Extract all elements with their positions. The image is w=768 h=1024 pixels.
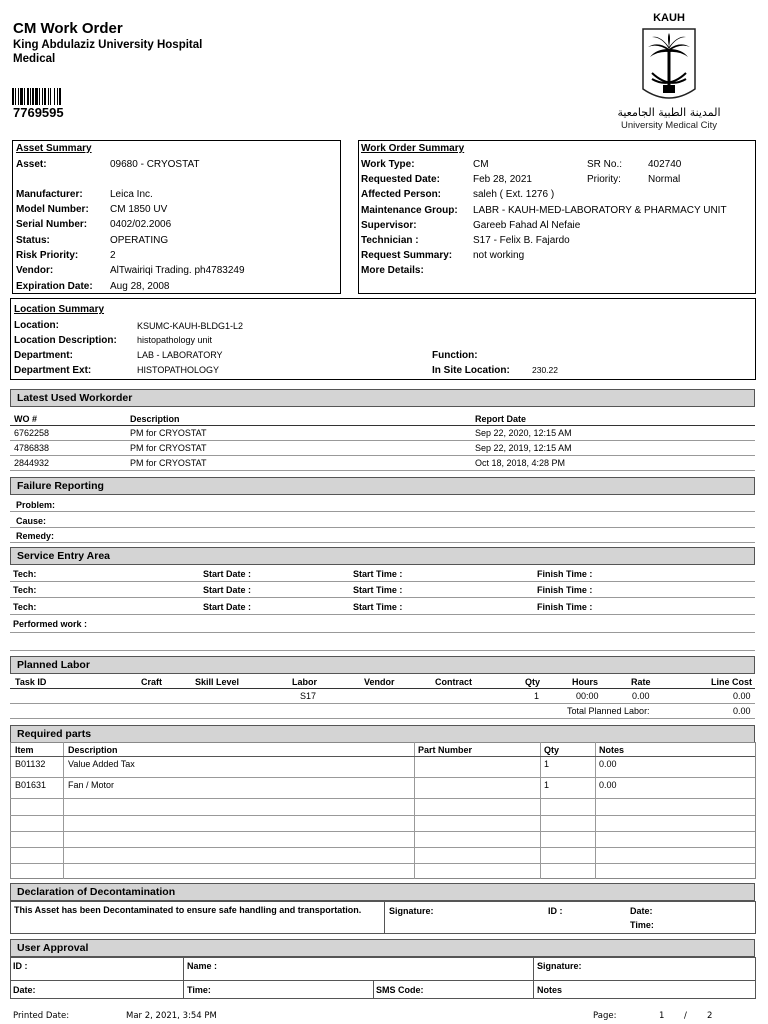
labor-col-vendor: Vendor — [364, 677, 395, 687]
part-qty: 1 — [544, 780, 550, 790]
total-planned-labor-label: Total Planned Labor: — [567, 706, 650, 716]
request-summary-value: not working — [473, 250, 525, 261]
function-label: Function: — [432, 350, 478, 361]
finish-time-label: Finish Time : — [537, 585, 593, 595]
start-time-label: Start Time : — [353, 569, 403, 579]
finish-time-label: Finish Time : — [537, 569, 593, 579]
status-label: Status: — [16, 235, 50, 246]
approval-notes-label: Notes — [537, 985, 563, 995]
decon-date-label: Date: — [630, 906, 653, 916]
department-label: Department: — [14, 350, 73, 361]
labor-col-contract: Contract — [435, 677, 473, 687]
problem-label: Problem: — [16, 500, 56, 510]
work-type-value: CM — [473, 159, 489, 170]
part-notes: 0.00 — [599, 759, 617, 769]
technician-label: Technician : — [361, 235, 419, 246]
insite-location-label: In Site Location: — [432, 365, 510, 376]
approval-signature-label: Signature: — [537, 961, 582, 971]
page-label: Page: — [593, 1011, 617, 1021]
latest-wo: 4786838 — [14, 443, 50, 453]
page-separator: / — [684, 1011, 687, 1021]
manufacturer-label: Manufacturer: — [16, 189, 83, 200]
risk-priority-label: Risk Priority: — [16, 250, 79, 261]
palm-swords-emblem-icon — [640, 27, 698, 107]
affected-person-label: Affected Person: — [361, 189, 442, 200]
model-value: CM 1850 UV — [110, 204, 168, 215]
decon-id-label: ID : — [548, 906, 563, 916]
page-current: 1 — [659, 1011, 665, 1021]
decon-time-label: Time: — [630, 920, 654, 930]
priority-label: Priority: — [587, 174, 621, 185]
performed-work-label: Performed work : — [13, 619, 88, 629]
tech-label: Tech: — [13, 602, 37, 612]
model-label: Model Number: — [16, 204, 89, 215]
latest-col-report-date: Report Date — [475, 414, 527, 424]
requested-date-value: Feb 28, 2021 — [473, 174, 532, 185]
latest-col-wo: WO # — [14, 414, 38, 424]
labor-hours: 00:00 — [576, 691, 599, 701]
tech-label: Tech: — [13, 569, 37, 579]
department-value: LAB - LABORATORY — [137, 350, 223, 360]
serial-value: 0402/02.2006 — [110, 219, 172, 230]
labor-col-labor: Labor — [292, 677, 318, 687]
remedy-label: Remedy: — [16, 531, 55, 541]
approval-name-label: Name : — [187, 961, 218, 971]
failure-reporting-header: Failure Reporting — [10, 477, 755, 495]
labor-value: S17 — [300, 691, 317, 701]
part-item: B01132 — [15, 759, 46, 769]
decontamination-statement: This Asset has been Decontaminated to ensure safe handling and transportation. — [14, 905, 362, 915]
manufacturer-value: Leica Inc. — [110, 189, 153, 200]
part-description: Value Added Tax — [68, 759, 135, 769]
wo-number: 7769595 — [13, 105, 64, 120]
priority-value: Normal — [648, 174, 681, 185]
labor-col-hours: Hours — [572, 677, 599, 687]
logo-title: KAUH — [653, 12, 685, 24]
labor-col-line-cost: Line Cost — [711, 677, 753, 687]
latest-date: Oct 18, 2018, 4:28 PM — [475, 458, 566, 468]
location-summary-box — [10, 298, 756, 380]
expiration-value: Aug 28, 2008 — [110, 281, 170, 292]
approval-time-label: Time: — [187, 985, 211, 995]
sr-label: SR No.: — [587, 159, 623, 170]
location-description-label: Location Description: — [14, 335, 117, 346]
parts-col-notes: Notes — [599, 745, 625, 755]
location-description-value: histopathology unit — [137, 335, 213, 345]
logo-arabic: المدينة الطبية الجامعية — [617, 106, 721, 119]
serial-label: Serial Number: — [16, 219, 88, 230]
start-time-label: Start Time : — [353, 585, 403, 595]
vendor-label: Vendor: — [16, 265, 54, 276]
insite-location-value: 230.22 — [532, 365, 558, 375]
parts-col-item: Item — [15, 745, 34, 755]
parts-col-part-number: Part Number — [418, 745, 473, 755]
latest-wo: 6762258 — [14, 428, 50, 438]
part-qty: 1 — [544, 759, 550, 769]
maintenance-group-value: LABR - KAUH-MED-LABORATORY & PHARMACY UNIT — [473, 205, 727, 216]
labor-qty: 1 — [534, 691, 540, 701]
service-entry-header: Service Entry Area — [10, 547, 755, 565]
location-summary-title: Location Summary — [14, 304, 105, 315]
total-planned-labor-value: 0.00 — [733, 706, 751, 716]
wo-summary-title: Work Order Summary — [361, 143, 465, 154]
decon-signature-label: Signature: — [389, 906, 434, 916]
printed-date-label: Printed Date: — [13, 1011, 70, 1021]
latest-desc: PM for CRYOSTAT — [130, 458, 207, 468]
start-time-label: Start Time : — [353, 602, 403, 612]
vendor-value: AlTwairiqi Trading. ph4783249 — [110, 265, 245, 276]
location-value: KSUMC-KAUH-BLDG1-L2 — [137, 321, 244, 331]
affected-person-value: saleh ( Ext. 1276 ) — [473, 189, 555, 200]
latest-desc: PM for CRYOSTAT — [130, 443, 207, 453]
latest-desc: PM for CRYOSTAT — [130, 428, 207, 438]
start-date-label: Start Date : — [203, 602, 252, 612]
labor-line-cost: 0.00 — [733, 691, 751, 701]
start-date-label: Start Date : — [203, 569, 252, 579]
supervisor-label: Supervisor: — [361, 220, 417, 231]
user-approval-header: User Approval — [10, 939, 755, 957]
location-label: Location: — [14, 320, 59, 331]
printed-date-value: Mar 2, 2021, 3:54 PM — [126, 1011, 217, 1021]
labor-col-craft: Craft — [141, 677, 163, 687]
parts-col-description: Description — [68, 745, 118, 755]
start-date-label: Start Date : — [203, 585, 252, 595]
requested-date-label: Requested Date: — [361, 174, 440, 185]
department-name: Medical — [13, 53, 56, 65]
required-parts-header: Required parts — [10, 725, 755, 743]
latest-date: Sep 22, 2019, 12:15 AM — [475, 443, 572, 453]
part-item: B01631 — [15, 780, 47, 790]
labor-col-task-id: Task ID — [15, 677, 47, 687]
latest-date: Sep 22, 2020, 12:15 AM — [475, 428, 572, 438]
page-title: CM Work Order — [13, 20, 123, 37]
part-notes: 0.00 — [599, 780, 617, 790]
decontamination-header: Declaration of Decontamination — [10, 883, 755, 901]
department-ext-value: HISTOPATHOLOGY — [137, 365, 220, 375]
latest-workorder-header: Latest Used Workorder — [10, 389, 755, 407]
labor-col-rate: Rate — [631, 677, 651, 687]
risk-priority-value: 2 — [110, 250, 116, 261]
approval-sms-code-label: SMS Code: — [376, 985, 424, 995]
barcode-icon — [12, 88, 82, 106]
labor-rate: 0.00 — [632, 691, 650, 701]
technician-value: S17 - Felix B. Fajardo — [473, 235, 570, 246]
labor-col-qty: Qty — [525, 677, 541, 687]
status-value: OPERATING — [110, 235, 169, 246]
supervisor-value: Gareeb Fahad Al Nefaie — [473, 220, 581, 231]
work-type-label: Work Type: — [361, 159, 415, 170]
cause-label: Cause: — [16, 516, 47, 526]
logo-english: University Medical City — [620, 120, 718, 131]
part-description: Fan / Motor — [68, 780, 115, 790]
kauh-logo — [612, 8, 726, 133]
asset-summary-title: Asset Summary — [16, 143, 92, 154]
department-ext-label: Department Ext: — [14, 365, 92, 376]
sr-value: 402740 — [648, 159, 682, 170]
latest-col-description: Description — [130, 414, 180, 424]
finish-time-label: Finish Time : — [537, 602, 593, 612]
page-total: 2 — [707, 1011, 713, 1021]
asset-value: 09680 - CRYOSTAT — [110, 159, 200, 170]
parts-col-qty: Qty — [544, 745, 560, 755]
approval-id-label: ID : — [13, 961, 28, 971]
latest-wo: 2844932 — [14, 458, 50, 468]
labor-col-skill-level: Skill Level — [195, 677, 240, 687]
more-details-label: More Details: — [361, 265, 424, 276]
request-summary-label: Request Summary: — [361, 250, 453, 261]
planned-labor-header: Planned Labor — [10, 656, 755, 674]
approval-date-label: Date: — [13, 985, 36, 995]
maintenance-group-label: Maintenance Group: — [361, 205, 458, 216]
hospital-name: King Abdulaziz University Hospital — [13, 39, 203, 51]
asset-label: Asset: — [16, 159, 47, 170]
tech-label: Tech: — [13, 585, 37, 595]
expiration-label: Expiration Date: — [16, 281, 93, 292]
